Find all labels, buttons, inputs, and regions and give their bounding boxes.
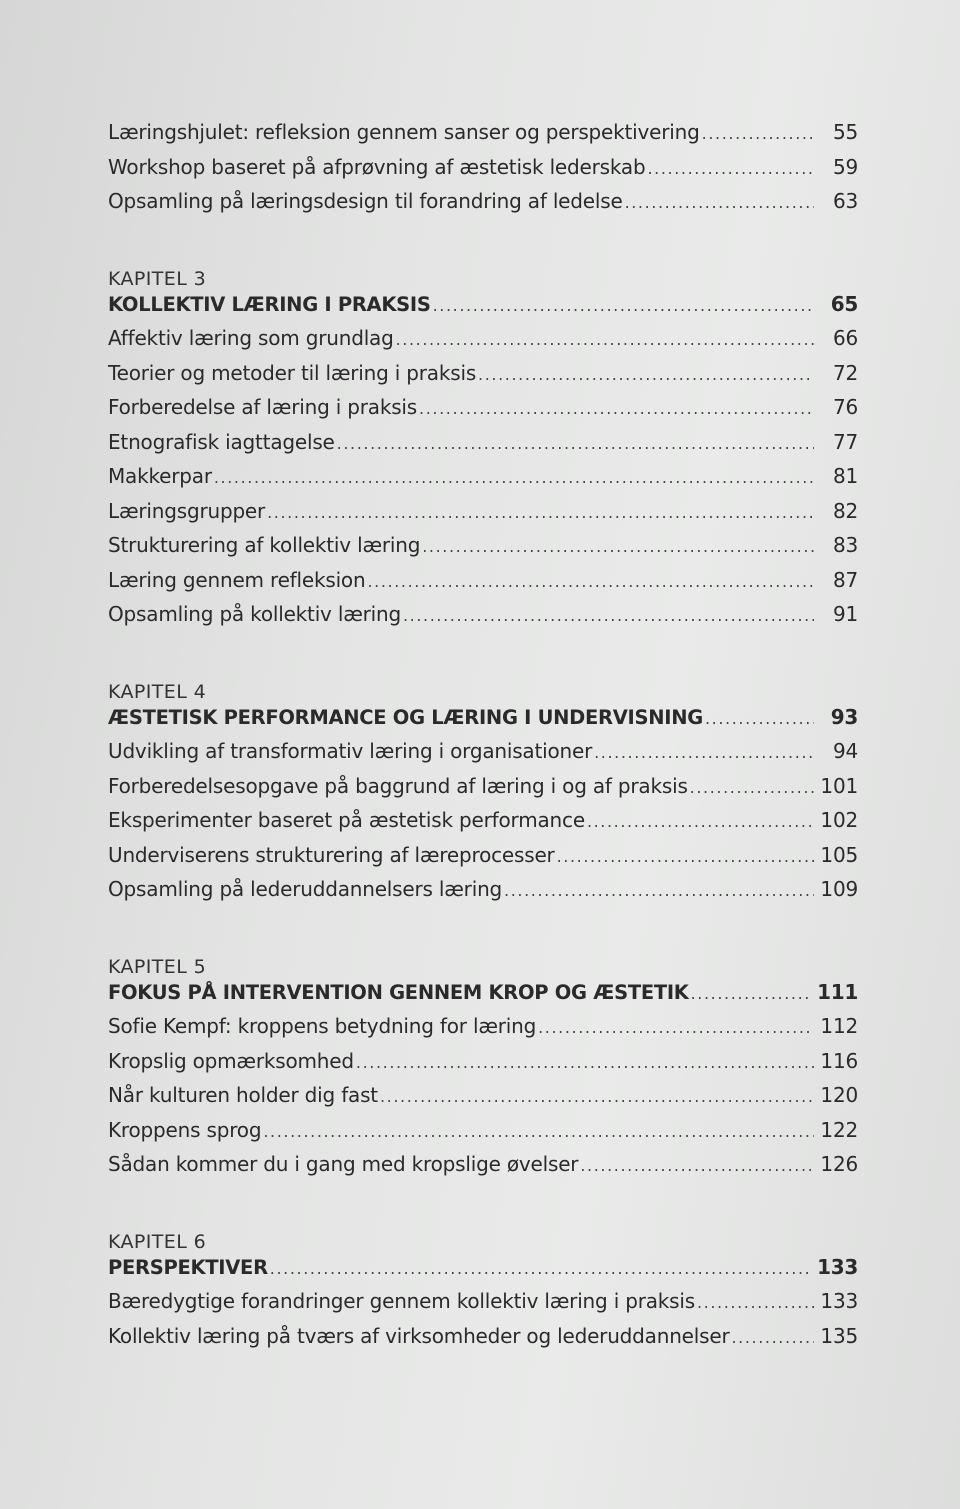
toc-entry-title: Makkerpar bbox=[108, 464, 212, 488]
toc-entry bbox=[108, 189, 858, 224]
toc-entry-page: 77 bbox=[832, 429, 858, 454]
toc-entry-title: Strukturering af kollektiv læring bbox=[108, 533, 421, 557]
leader-dots bbox=[538, 1018, 814, 1037]
toc-entry-title: Etnografisk iagttagelse bbox=[108, 429, 335, 454]
chapter-page: 65 bbox=[830, 291, 858, 316]
toc-entry bbox=[108, 808, 858, 843]
toc-entry bbox=[108, 1152, 858, 1187]
toc-entry-title: Kollektiv læring på tværs af virksomheder og lederuddannelser bbox=[108, 1323, 730, 1348]
toc-entry bbox=[108, 602, 858, 637]
toc-entry-title: Opsamling på kollektiv læring bbox=[108, 602, 401, 626]
leader-dots bbox=[705, 709, 814, 728]
leader-dots bbox=[625, 193, 814, 212]
chapter-title-row bbox=[108, 292, 858, 327]
toc-entry-page: 109 bbox=[820, 877, 858, 901]
leader-dots bbox=[504, 881, 814, 900]
toc-entry-title: Læring gennem refleksion bbox=[108, 567, 366, 592]
toc-entry-page: 101 bbox=[820, 773, 858, 798]
chapter-section bbox=[108, 224, 858, 637]
chapter-label: KAPITEL 6 bbox=[108, 1230, 207, 1253]
toc-entry bbox=[108, 155, 858, 190]
toc-entry-title: Opsamling på læringsdesign til forandring af ledelse bbox=[108, 189, 623, 213]
leader-dots bbox=[380, 1087, 814, 1106]
toc-entry-page: 94 bbox=[832, 739, 858, 763]
toc-entry bbox=[108, 533, 858, 568]
toc-entry-page: 116 bbox=[820, 1048, 858, 1073]
toc-entry-title: Kropslig opmærksomhed bbox=[108, 1048, 354, 1073]
toc-entry-title: Udvikling af transformativ læring i organisationer bbox=[108, 739, 593, 763]
leader-dots bbox=[478, 365, 814, 384]
toc-entry bbox=[108, 1083, 858, 1118]
toc-entry bbox=[108, 568, 858, 603]
toc-entry-title: Kroppens sprog bbox=[108, 1117, 262, 1142]
toc-entry bbox=[108, 1289, 858, 1324]
toc-entry-page: 72 bbox=[832, 360, 858, 385]
chapter-title: FOKUS PÅ INTERVENTION GENNEM KROP OG ÆSTETIK bbox=[108, 980, 689, 1004]
toc-entry-page: 112 bbox=[820, 1014, 858, 1038]
toc-entry-page: 66 bbox=[832, 326, 858, 350]
toc-entry bbox=[108, 361, 858, 396]
toc-entry-title: Opsamling på lederuddannelsers læring bbox=[108, 877, 503, 901]
toc-entry-title: Eksperimenter baseret på æstetisk performance bbox=[108, 808, 585, 832]
chapter-title-row bbox=[108, 980, 858, 1015]
toc-entry-title: Workshop baseret på afprøvning af æstetisk lederskab bbox=[108, 154, 646, 179]
leader-dots bbox=[367, 572, 814, 591]
chapter-label: KAPITEL 3 bbox=[108, 267, 207, 290]
toc-entry bbox=[108, 430, 858, 465]
toc-entry bbox=[108, 395, 858, 430]
leader-dots bbox=[702, 124, 814, 143]
toc-entry-page: 120 bbox=[820, 1083, 858, 1107]
chapter-title: KOLLEKTIV LÆRING I PRAKSIS bbox=[108, 292, 431, 316]
toc-entry bbox=[108, 739, 858, 774]
leader-dots bbox=[557, 847, 814, 866]
chapter-section bbox=[108, 912, 858, 1187]
toc-entry bbox=[108, 843, 858, 878]
toc-entry-title: Underviserens strukturering af læreprocesser bbox=[108, 842, 555, 867]
leader-dots bbox=[403, 606, 814, 625]
toc-entry bbox=[108, 774, 858, 809]
leader-dots bbox=[214, 468, 814, 487]
leader-dots bbox=[422, 537, 814, 556]
chapter-title-row bbox=[108, 705, 858, 740]
toc-entry-page: 83 bbox=[832, 533, 858, 557]
toc-entry-page: 63 bbox=[832, 189, 858, 213]
leader-dots bbox=[396, 330, 814, 349]
chapter-section bbox=[108, 637, 858, 912]
toc-entry-page: 126 bbox=[820, 1152, 858, 1176]
leader-dots bbox=[433, 296, 814, 315]
toc-entry-page: 55 bbox=[832, 120, 858, 144]
chapter-page: 111 bbox=[817, 979, 858, 1004]
toc-entry-page: 87 bbox=[832, 567, 858, 592]
toc-entry bbox=[108, 1118, 858, 1153]
toc-entry-page: 91 bbox=[832, 602, 858, 626]
toc-entry-title: Teorier og metoder til læring i praksis bbox=[108, 360, 477, 385]
chapter-label: KAPITEL 4 bbox=[108, 680, 207, 703]
table-of-contents bbox=[108, 120, 858, 1358]
toc-entry-title: Når kulturen holder dig fast bbox=[108, 1083, 378, 1107]
chapter-page: 93 bbox=[830, 704, 858, 729]
toc-entry-title: Læringshjulet: refleksion gennem sanser og perspektivering bbox=[108, 120, 700, 144]
chapter-title-row bbox=[108, 1255, 858, 1290]
toc-entry-page: 105 bbox=[820, 842, 858, 867]
leader-dots bbox=[419, 399, 814, 418]
chapter-title: ÆSTETISK PERFORMANCE OG LÆRING I UNDERVISNING bbox=[108, 705, 703, 729]
toc-entry-title: Bæredygtige forandringer gennem kollektiv læring i praksis bbox=[108, 1289, 695, 1313]
toc-entry-title: Affektiv læring som grundlag bbox=[108, 326, 394, 350]
toc-entry bbox=[108, 326, 858, 361]
leader-dots bbox=[337, 434, 814, 453]
leader-dots bbox=[270, 1259, 811, 1278]
toc-entry-title: Læringsgrupper bbox=[108, 498, 266, 523]
toc-entry bbox=[108, 464, 858, 499]
toc-entry bbox=[108, 1324, 858, 1359]
toc-entry-page: 59 bbox=[832, 154, 858, 179]
toc-entry bbox=[108, 120, 858, 155]
toc-entry-page: 133 bbox=[820, 1289, 858, 1313]
leader-dots bbox=[356, 1053, 814, 1072]
leader-dots bbox=[697, 1293, 814, 1312]
toc-entry-title: Sofie Kempf: kroppens betydning for læring bbox=[108, 1014, 537, 1038]
chapter-page: 133 bbox=[817, 1254, 858, 1279]
leader-dots bbox=[263, 1122, 814, 1141]
toc-entry bbox=[108, 877, 858, 912]
chapter-section bbox=[108, 1187, 858, 1359]
leader-dots bbox=[691, 984, 812, 1003]
toc-entry bbox=[108, 1014, 858, 1049]
toc-entry-title: Forberedelse af læring i praksis bbox=[108, 395, 418, 419]
leader-dots bbox=[647, 159, 814, 178]
toc-entry-title: Forberedelsesopgave på baggrund af læring i og af praksis bbox=[108, 773, 688, 798]
leader-dots bbox=[580, 1156, 814, 1175]
toc-entry-page: 135 bbox=[820, 1323, 858, 1348]
toc-entry-page: 76 bbox=[832, 395, 858, 419]
leader-dots bbox=[594, 743, 814, 762]
chapter-label: KAPITEL 5 bbox=[108, 955, 207, 978]
toc-entry bbox=[108, 499, 858, 534]
toc-entry-page: 102 bbox=[820, 808, 858, 832]
toc-entry-title: Sådan kommer du i gang med kropslige øvelser bbox=[108, 1152, 579, 1176]
toc-entry bbox=[108, 1049, 858, 1084]
chapter-title: PERSPEKTIVER bbox=[108, 1255, 268, 1279]
leader-dots bbox=[731, 1328, 814, 1347]
toc-entry-page: 122 bbox=[820, 1117, 858, 1142]
leader-dots bbox=[690, 778, 814, 797]
toc-entry-page: 81 bbox=[832, 464, 858, 488]
leader-dots bbox=[267, 503, 814, 522]
toc-entry-page: 82 bbox=[832, 498, 858, 523]
leader-dots bbox=[587, 812, 814, 831]
